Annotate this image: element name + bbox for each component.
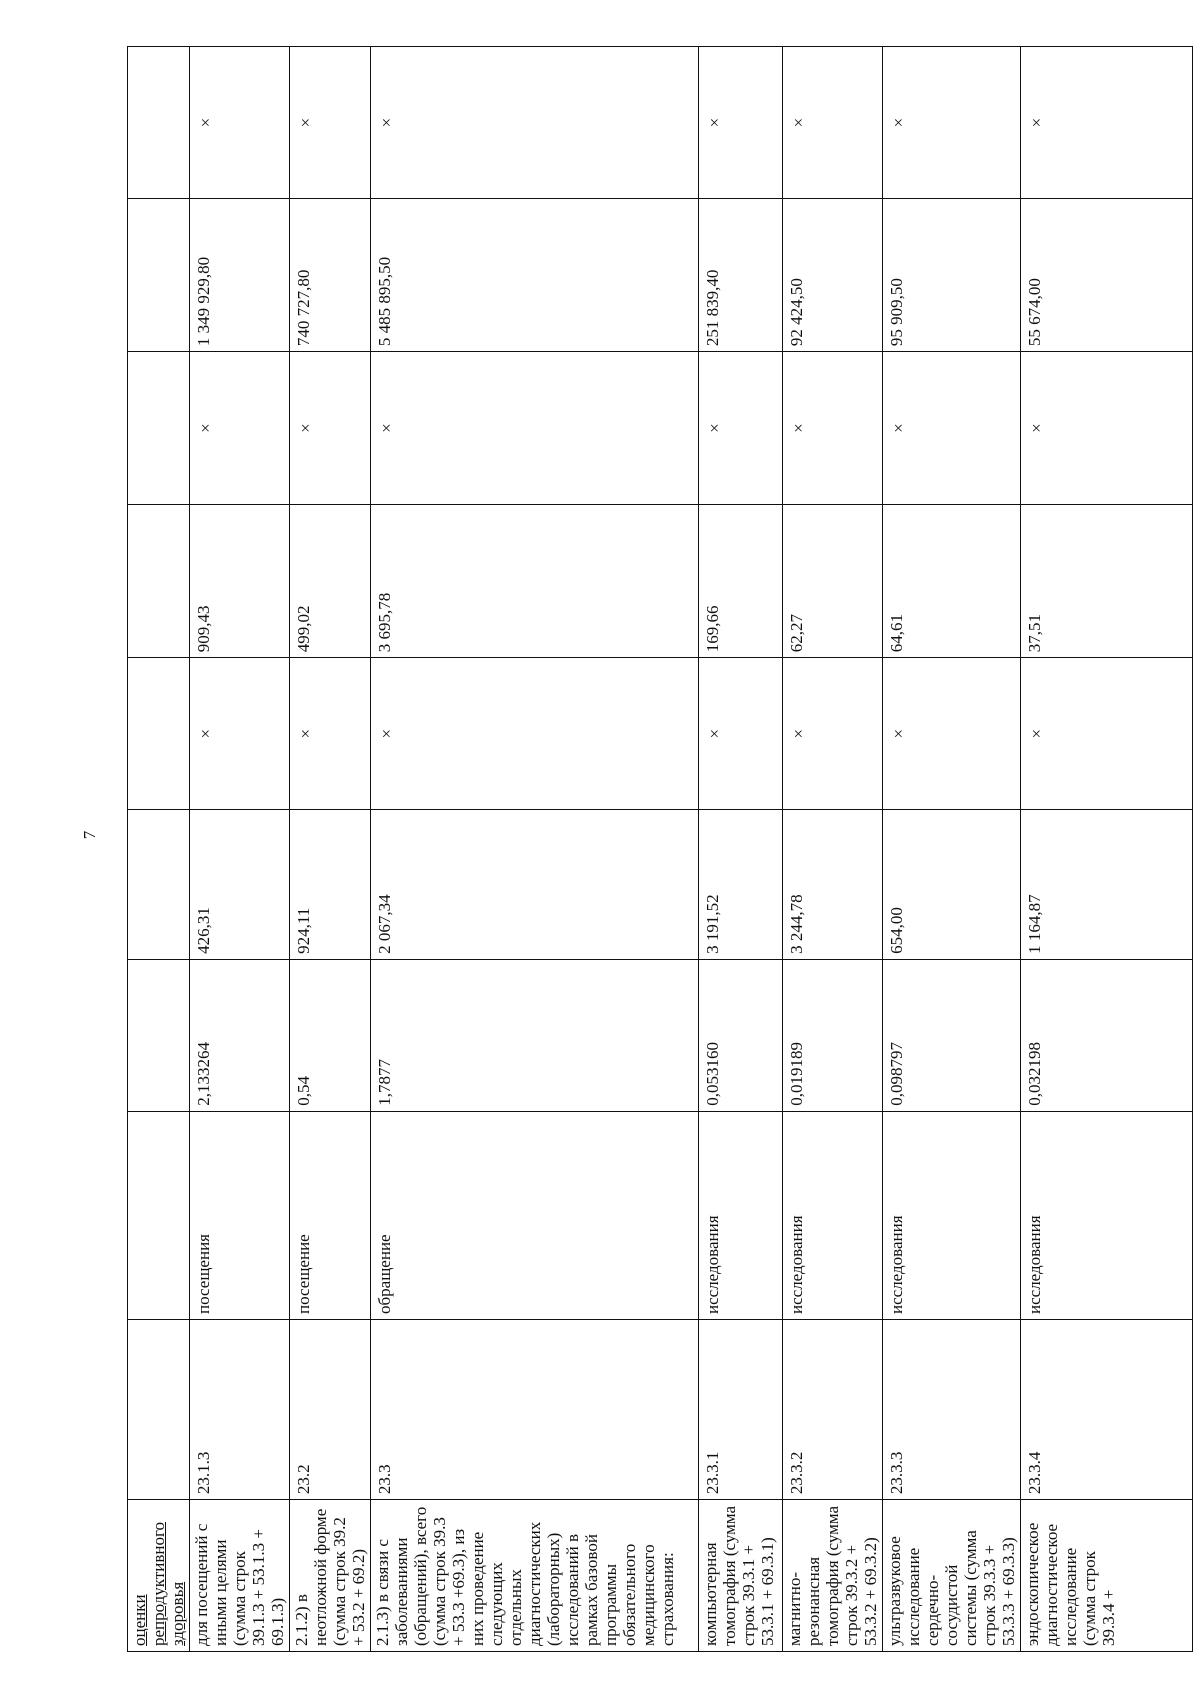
total-cost-cell: 740 727,80 (290, 198, 371, 351)
total-cost-cell: 95 909,50 (883, 198, 1021, 351)
row-code-cell: 23.3.4 (1021, 1319, 1193, 1499)
financing-table (127, 46, 1193, 1652)
cross-cell: × (783, 657, 883, 809)
table-row (699, 46, 783, 1651)
cross-cell: × (1021, 46, 1193, 198)
row-code-cell: 23.1.3 (190, 1319, 290, 1499)
norm-cost-cell: 2 067,34 (371, 809, 699, 959)
row-name-cell: оценки репродуктивного здоровья (128, 1499, 190, 1651)
table-row (290, 46, 371, 1651)
page-number: 7 (80, 830, 99, 840)
cross-cell: × (290, 46, 371, 198)
total-cost-cell: 55 674,00 (1021, 198, 1193, 351)
row-name-cell: ультразвуковое исследование сердечно-сосудистой системы (сумма строк 39.3.3 + 53.3.3 + 69.3.3) (883, 1499, 1021, 1651)
row-name-cell: 2.1.2) в неотложной форме (сумма строк 39.2 + 53.2 + 69.2) (290, 1499, 371, 1651)
empty-cell (128, 198, 190, 351)
table-row (371, 46, 699, 1651)
unit-cell: обращение (371, 1111, 699, 1319)
unit-cell: исследования (883, 1111, 1021, 1319)
unit-cell: исследования (1021, 1111, 1193, 1319)
row-name-cell: магнитно-резонансная томография (сумма строк 39.3.2 + 53.3.2 + 69.3.2) (783, 1499, 883, 1651)
per-capita-cell: 169,66 (699, 504, 783, 657)
norm-volume-cell: 1,7877 (371, 959, 699, 1111)
norm-cost-cell: 1 164,87 (1021, 809, 1193, 959)
cross-cell: × (1021, 351, 1193, 504)
row-code-cell: 23.3.1 (699, 1319, 783, 1499)
table-row (883, 46, 1021, 1651)
per-capita-cell: 37,51 (1021, 504, 1193, 657)
total-cost-cell: 5 485 895,50 (371, 198, 699, 351)
rotated-table-container (127, 46, 1118, 1652)
norm-volume-cell: 0,54 (290, 959, 371, 1111)
norm-volume-cell: 0,098797 (883, 959, 1021, 1111)
cross-cell: × (371, 351, 699, 504)
row-code-cell: 23.3.2 (783, 1319, 883, 1499)
unit-cell: исследования (699, 1111, 783, 1319)
cross-cell: × (371, 657, 699, 809)
total-cost-cell: 1 349 929,80 (190, 198, 290, 351)
total-cost-cell: 92 424,50 (783, 198, 883, 351)
row-code-cell: 23.3.3 (883, 1319, 1021, 1499)
cross-cell: × (883, 46, 1021, 198)
norm-cost-cell: 654,00 (883, 809, 1021, 959)
cross-cell: × (190, 46, 290, 198)
row-name-cell: 2.1.3) в связи с заболеваниями (обращений), всего (сумма строк 39.3 + 53.3 +69.3), из них проведение следующих отдельных диагностических (лабораторных) исследований в рамках базовой программы обязательного медицинского страхования: (371, 1499, 699, 1651)
total-cost-cell: 251 839,40 (699, 198, 783, 351)
cross-cell: × (699, 351, 783, 504)
empty-cell (128, 657, 190, 809)
norm-volume-cell: 0,032198 (1021, 959, 1193, 1111)
per-capita-cell: 499,02 (290, 504, 371, 657)
cross-cell: × (290, 657, 371, 809)
unit-cell: посещение (290, 1111, 371, 1319)
cross-cell: × (290, 351, 371, 504)
cross-cell: × (699, 657, 783, 809)
table-row (128, 46, 190, 1651)
cross-cell: × (699, 46, 783, 198)
cross-cell: × (883, 657, 1021, 809)
norm-cost-cell: 3 191,52 (699, 809, 783, 959)
cross-cell: × (190, 657, 290, 809)
cross-cell: × (783, 46, 883, 198)
norm-cost-cell: 3 244,78 (783, 809, 883, 959)
norm-volume-cell: 2,133264 (190, 959, 290, 1111)
cross-cell: × (883, 351, 1021, 504)
per-capita-cell: 62,27 (783, 504, 883, 657)
cross-cell: × (1021, 657, 1193, 809)
table-row (190, 46, 290, 1651)
per-capita-cell: 3 695,78 (371, 504, 699, 657)
empty-cell (128, 46, 190, 198)
norm-volume-cell: 0,019189 (783, 959, 883, 1111)
cross-cell: × (190, 351, 290, 504)
cross-cell: × (783, 351, 883, 504)
row-name-cell: эндоскопическое диагностическое исследование (сумма строк 39.3.4 + (1021, 1499, 1193, 1651)
empty-cell (128, 959, 190, 1111)
row-code-cell: 23.2 (290, 1319, 371, 1499)
empty-cell (128, 1111, 190, 1319)
empty-cell (128, 351, 190, 504)
norm-cost-cell: 924,11 (290, 809, 371, 959)
cross-cell: × (371, 46, 699, 198)
table-row (1021, 46, 1193, 1651)
norm-volume-cell: 0,053160 (699, 959, 783, 1111)
unit-cell: посещения (190, 1111, 290, 1319)
row-name-cell: компьютерная томография (сумма строк 39.3.1 + 53.3.1 + 69.3.1) (699, 1499, 783, 1651)
norm-cost-cell: 426,31 (190, 809, 290, 959)
empty-cell (128, 809, 190, 959)
unit-cell: исследования (783, 1111, 883, 1319)
per-capita-cell: 64,61 (883, 504, 1021, 657)
per-capita-cell: 909,43 (190, 504, 290, 657)
row-name-cell: для посещений с иными целями (сумма строк 39.1.3 + 53.1.3 + 69.1.3) (190, 1499, 290, 1651)
empty-cell (128, 1319, 190, 1499)
table-row (783, 46, 883, 1651)
empty-cell (128, 504, 190, 657)
row-code-cell: 23.3 (371, 1319, 699, 1499)
